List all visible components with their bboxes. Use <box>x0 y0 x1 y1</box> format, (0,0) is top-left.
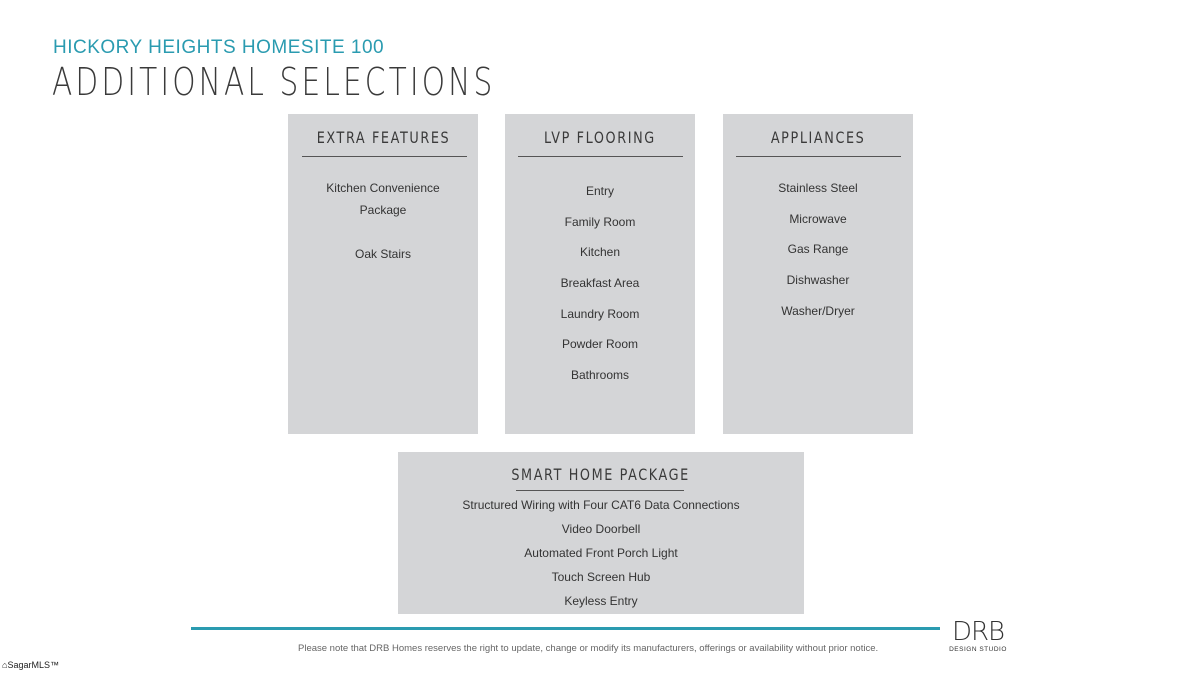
mls-watermark-text: SagarMLS™ <box>7 660 59 670</box>
page-title: ADDITIONAL SELECTIONS <box>52 60 496 104</box>
list-item: Kitchen Convenience <box>326 181 440 195</box>
list-item: Microwave <box>789 212 847 226</box>
appliances-panel <box>723 114 913 434</box>
appliances-heading: APPLIANCES <box>770 128 866 147</box>
list-item: Powder Room <box>561 337 639 351</box>
drb-logo <box>948 618 1008 653</box>
list-item: Touch Screen Hub <box>551 570 651 584</box>
list-item: Kitchen <box>579 245 621 259</box>
list-item: Video Doorbell <box>561 522 641 536</box>
extra-features-panel <box>288 114 478 434</box>
list-item: Breakfast Area <box>560 276 640 290</box>
smart-home-heading: SMART HOME PACKAGE <box>511 465 691 484</box>
list-item: Family Room <box>564 215 636 229</box>
list-item: Gas Range <box>787 242 849 256</box>
list-item: Laundry Room <box>560 307 640 321</box>
footer-divider <box>191 627 940 630</box>
smart-home-panel <box>398 452 804 614</box>
mls-watermark <box>2 660 59 670</box>
list-item: Keyless Entry <box>564 594 638 608</box>
divider <box>518 156 683 157</box>
house-icon: ⌂ <box>2 660 8 670</box>
list-item: Entry <box>585 184 614 198</box>
divider <box>516 490 684 491</box>
list-item: Structured Wiring with Four CAT6 Data Connections <box>462 498 740 512</box>
list-item: Bathrooms <box>570 368 630 382</box>
page-subtitle: HICKORY HEIGHTS HOMESITE 100 <box>53 37 385 58</box>
extra-features-heading: EXTRA FEATURES <box>316 128 450 147</box>
list-item: Stainless Steel <box>778 181 858 195</box>
lvp-flooring-panel <box>505 114 695 434</box>
divider <box>302 156 467 157</box>
lvp-flooring-heading: LVP FLOORING <box>544 128 656 147</box>
list-item: Oak Stairs <box>354 247 411 261</box>
logo-subtitle: DESIGN STUDIO <box>949 646 1007 653</box>
divider <box>736 156 901 157</box>
list-item: Dishwasher <box>786 273 850 287</box>
list-item: Automated Front Porch Light <box>524 546 678 560</box>
list-item: Package <box>359 203 407 217</box>
disclaimer-text: Please note that DRB Homes reserves the right to update, change or modify its manufacturers, offerings or availability without prior notice. <box>298 643 879 654</box>
list-item: Washer/Dryer <box>781 304 855 318</box>
logo-mark: DRB <box>951 617 1005 647</box>
